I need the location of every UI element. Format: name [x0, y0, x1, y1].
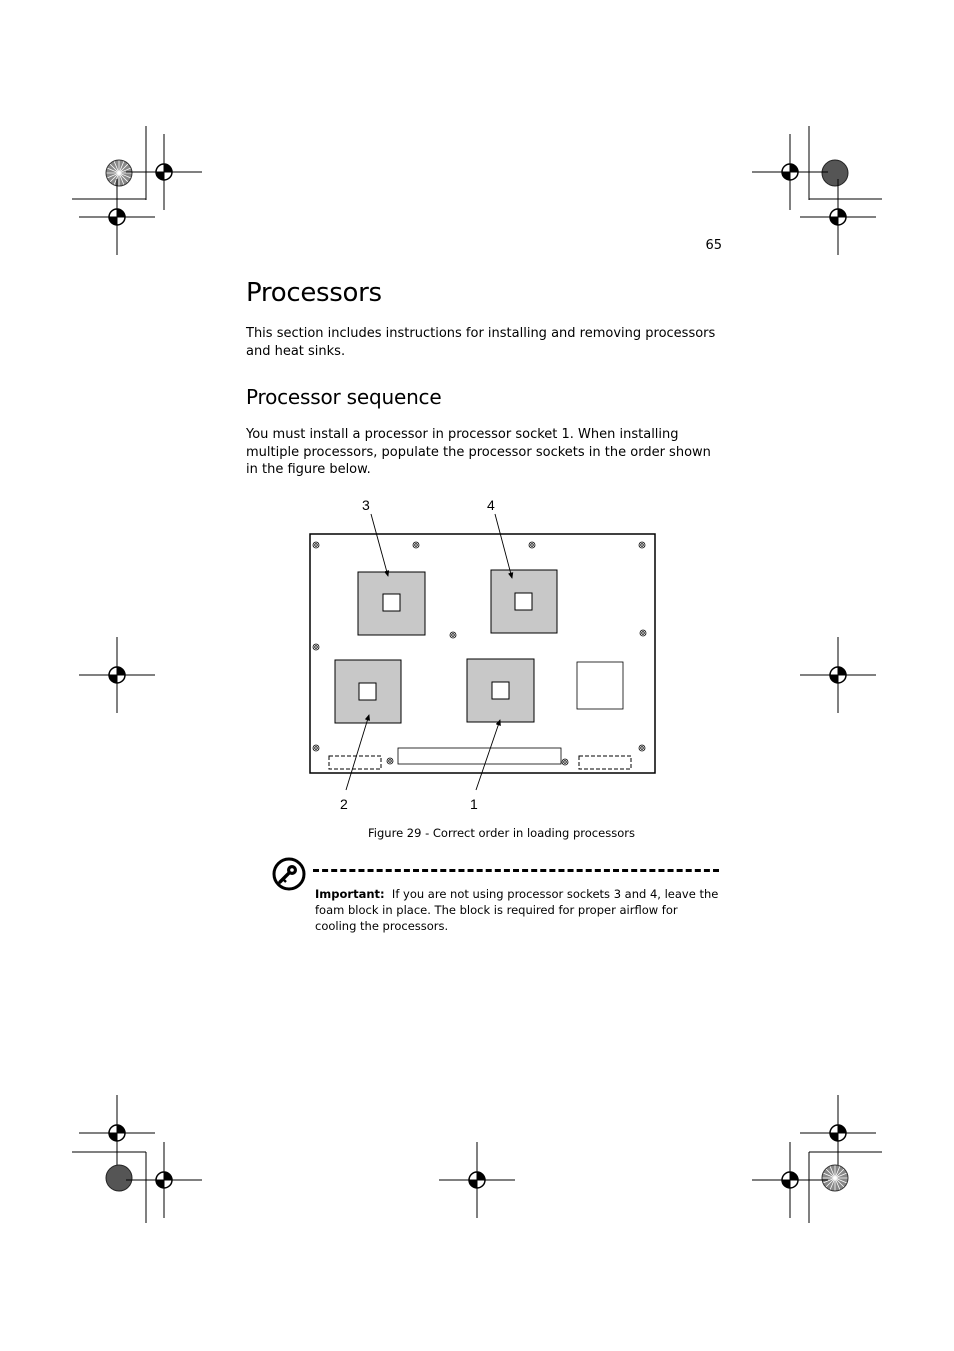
intro-paragraph: This section includes instructions for installing and removing processors and heat sinks. — [246, 326, 716, 359]
figure-caption: Figure 29 - Correct order in loading processors — [368, 826, 635, 840]
socket-3 — [358, 572, 425, 635]
page-title: Processors — [246, 278, 382, 308]
section-heading: Processor sequence — [246, 385, 442, 409]
socket-2 — [335, 660, 401, 723]
processor-board-figure — [300, 490, 670, 815]
key-icon — [272, 857, 306, 891]
note-body: If you are not using processor sockets 3 and 4, leave the foam block in place. The block is required for proper airflow for cooling the processors. — [315, 887, 719, 933]
foam-block — [577, 662, 623, 709]
main-connector — [398, 748, 561, 764]
label-socket-2: 2 — [340, 796, 348, 812]
socket-4 — [491, 570, 557, 633]
page-number: 65 — [705, 238, 722, 253]
note-divider — [313, 869, 719, 872]
section-body: You must install a processor in processor socket 1. When installing multiple processors, populate the processor sockets in the order shown in the figure below. — [246, 427, 711, 477]
important-note — [315, 886, 720, 934]
label-socket-4: 4 — [487, 497, 495, 513]
label-socket-3: 3 — [362, 497, 370, 513]
note-label: Important: — [315, 887, 385, 901]
label-socket-1: 1 — [470, 796, 478, 812]
socket-1 — [467, 659, 534, 722]
